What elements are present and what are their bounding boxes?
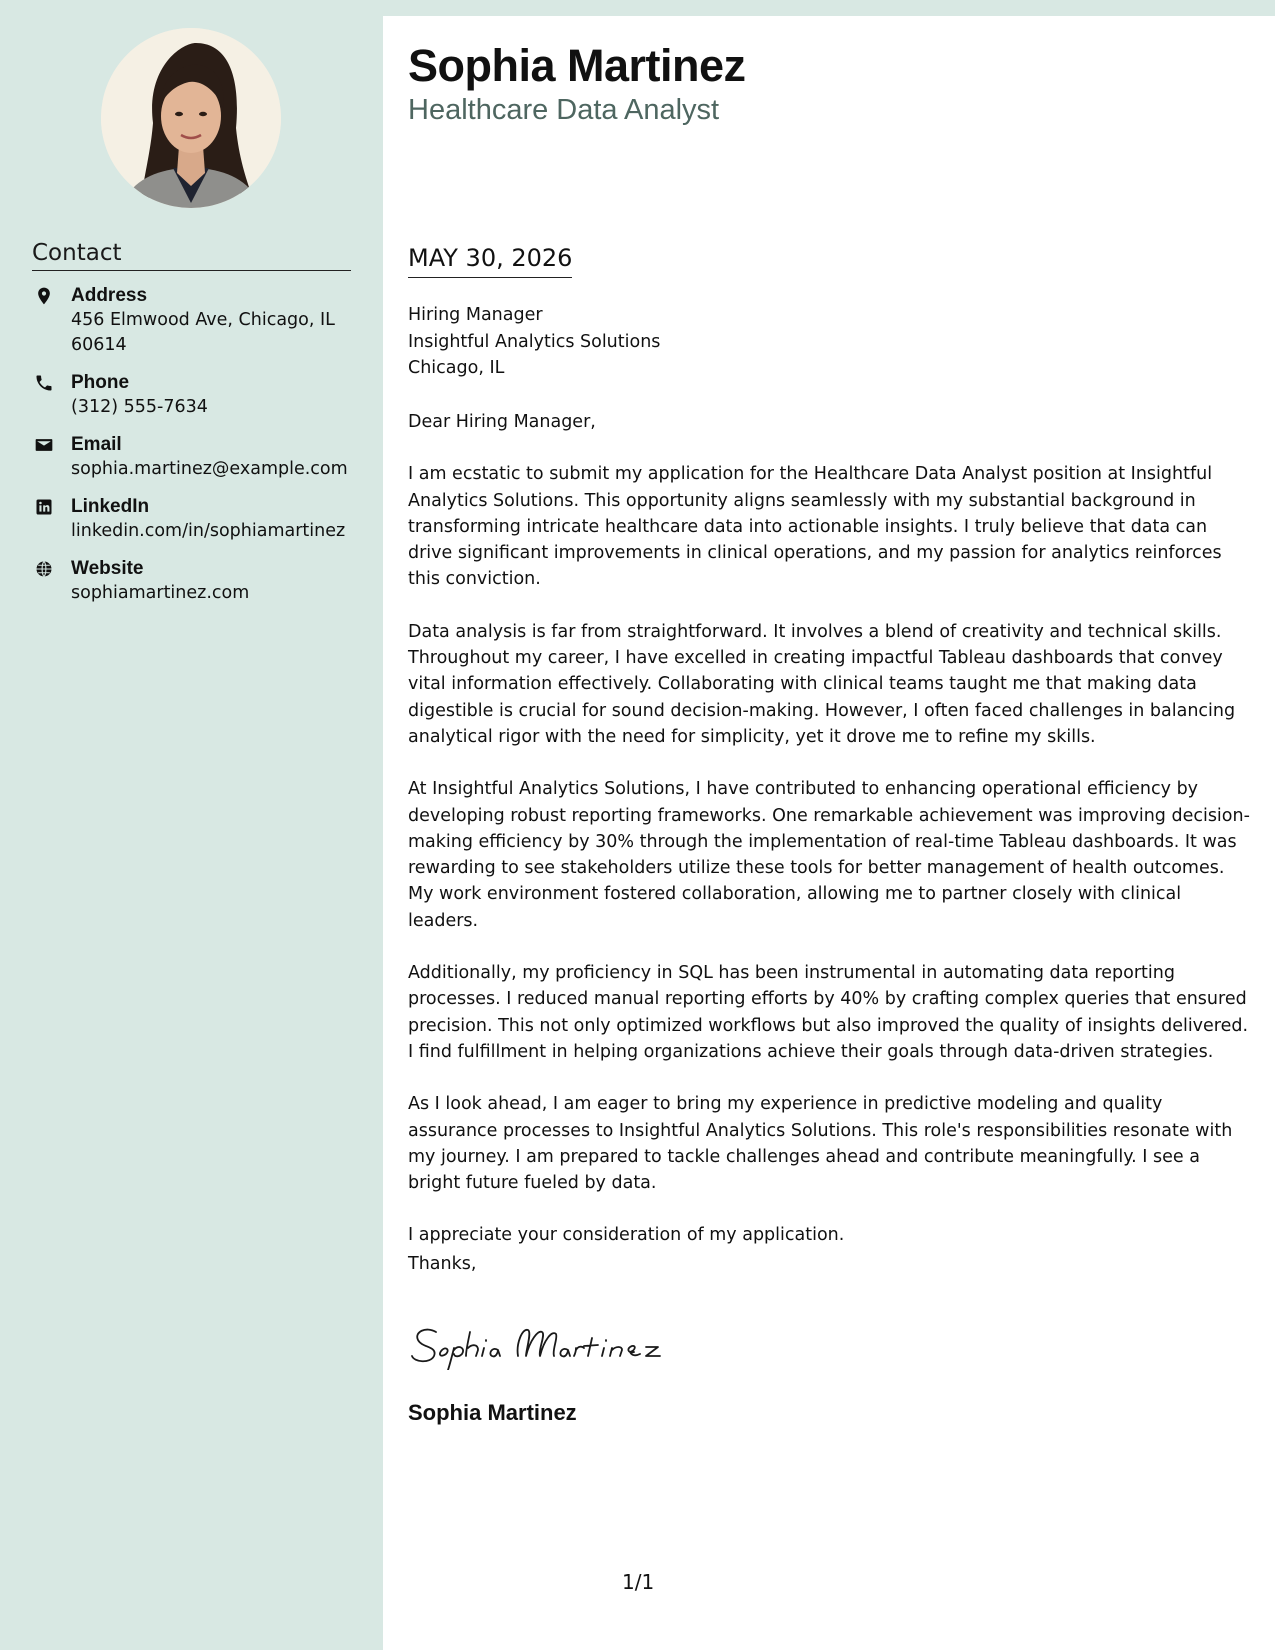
contact-label: Address	[71, 285, 148, 306]
contact-item-address	[32, 284, 362, 358]
recipient-line: Insightful Analytics Solutions	[408, 331, 661, 352]
body-paragraph: I am ecstatic to submit my application for the Healthcare Data Analyst position at Insightful Analytics Solutions. This opportunity aligns seamlessly with my substantial background in transforming intricate healthcare data into actionable insights. I truly believe that data can drive significant improvements in clinical operations, and my passion for analytics reinforces this conviction.	[408, 464, 1222, 590]
body-paragraph: Data analysis is far from straightforward. It involves a blend of creativity and technical skills. Throughout my career, I have excelled in creating impactful Tableau dashboards that convey vital information effectively. Collaborating with clinical teams taught me that making data digestible is crucial for sound decision-making. However, I often faced challenges in balancing analytical rigor with the need for simplicity, yet it drove me to refine my skills.	[408, 621, 1236, 747]
contact-label: LinkedIn	[71, 496, 150, 517]
envelope-icon	[34, 435, 54, 455]
contact-item-linkedin	[32, 495, 362, 544]
recipient-line: Chicago, IL	[408, 358, 505, 378]
greeting: Dear Hiring Manager,	[408, 412, 596, 432]
contact-value: (312) 555-7634	[71, 397, 208, 417]
contact-value: sophia.martinez@example.com	[71, 459, 348, 479]
contact-item-website	[32, 557, 362, 606]
letter-body	[408, 409, 1253, 1275]
contact-item-email	[32, 433, 362, 482]
map-pin-icon	[34, 286, 54, 306]
portrait-photo	[101, 28, 281, 208]
contact-item-phone	[32, 371, 362, 420]
applicant-role: Healthcare Data Analyst	[408, 94, 720, 126]
contact-list	[32, 284, 362, 619]
contact-value: linkedin.com/in/sophiamartinez	[71, 521, 346, 541]
contact-heading: Contact	[32, 240, 351, 271]
closing: Thanks,	[408, 1254, 477, 1274]
recipient-block	[408, 302, 660, 382]
contact-label: Email	[71, 434, 122, 455]
linkedin-icon	[34, 497, 54, 517]
body-paragraph: As I look ahead, I am eager to bring my experience in predictive modeling and quality assurance processes to Insightful Analytics Solutions. This role's responsibilities resonate with my journey. I am prepared to tackle challenges ahead and contribute meaningfully. I see a bright future fueled by data.	[408, 1094, 1233, 1194]
contact-value: 456 Elmwood Ave, Chicago, IL 60614	[71, 310, 335, 355]
handwritten-signature	[408, 1310, 670, 1370]
body-paragraph: Additionally, my proficiency in SQL has been instrumental in automating data reporting processes. I reduced manual reporting efforts by 40% by crafting complex queries that ensured precision. This not only optimized workflows but also improved the quality of insights delivered. I find fulfillment in helping organizations achieve their goals through data-driven strategies.	[408, 963, 1249, 1062]
contact-label: Phone	[71, 372, 130, 393]
letter-date: MAY 30, 2026	[408, 244, 572, 278]
phone-icon	[34, 373, 54, 393]
body-paragraph: I appreciate your consideration of my application.	[408, 1225, 845, 1246]
recipient-line: Hiring Manager	[408, 305, 543, 325]
applicant-name: Sophia Martinez	[408, 40, 746, 91]
contact-label: Website	[71, 558, 144, 579]
globe-icon	[34, 559, 54, 579]
body-paragraph: At Insightful Analytics Solutions, I have contributed to enhancing operational efficiency by developing robust reporting frameworks. One remarkable achievement was improving decision-making efficiency by 30% through the implementation of real-time Tableau dashboards. It was rewarding to see stakeholders utilize these tools for better management of health outcomes. My work environment fostered collaboration, allowing me to partner closely with clinical leaders.	[408, 779, 1250, 931]
contact-value: sophiamartinez.com	[71, 583, 250, 603]
signed-name: Sophia Martinez	[408, 1400, 577, 1425]
page-number: 1/1	[622, 1570, 655, 1594]
avatar	[101, 28, 281, 208]
